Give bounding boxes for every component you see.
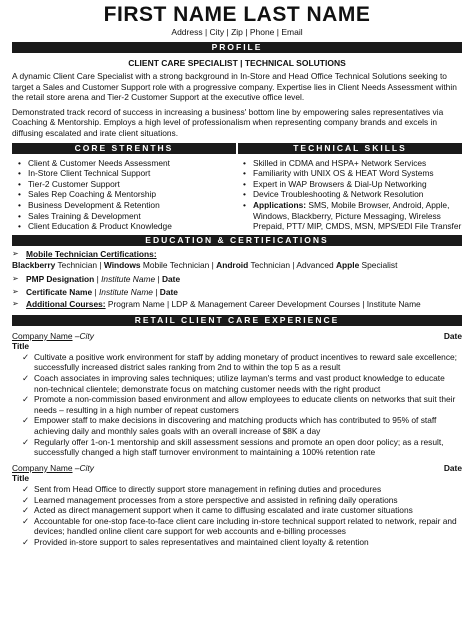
resume-page [0, 3, 474, 638]
separator: | [92, 286, 99, 297]
list-item: ✓ Regularly offer 1-on-1 mentorship and skill assessment sessions and promote an open door policy; as a result, successfully changed a high staff turnover environment to maintaining a 100% retention rate [34, 437, 462, 458]
education-list [12, 249, 462, 310]
certificate-institute: Institute Name [98, 286, 153, 297]
list-item: • Familiarity with UNIX OS & HEAT Word Systems [253, 168, 462, 179]
certificate-item [12, 287, 462, 298]
list-item: ✓ Coach associates in improving sales techniques; utilize layman's terms and vast product knowledge to educate non-technical clientele; demonstrate focus on matching customer needs with the right product [34, 373, 462, 394]
list-item: ✓ Acted as direct management support when it came to diffusing escalated and irate customer situations [34, 505, 462, 516]
pmp-institute: Institute Name [101, 273, 156, 284]
list-item: • Tier-2 Customer Support [28, 179, 237, 190]
list-item: ✓ Promote a non-commission based environment and allow employees to educate clients on networks that suit their needs – resulting in a high number of repeat customers [34, 394, 462, 415]
profile-section-bar: PROFILE [12, 42, 462, 53]
list-item: • Sales Training & Development [28, 211, 237, 222]
company-name: Company Name [12, 330, 73, 341]
list-item: ✓ Cultivate a positive work environment for staff by adding monetary of product incentives to reward sale excellence; successfully increased district sales ranking from 2nd to within the top 5 as a result [34, 352, 462, 373]
additional-courses-label: Additional Courses: [26, 299, 106, 310]
list-item: • Device Troubleshooting & Network Resolution [253, 189, 462, 200]
job-title: Title [12, 473, 30, 484]
experience-section-bar: RETAIL CLIENT CARE EXPERIENCE [12, 315, 462, 326]
list-item: ✓ Sent from Head Office to directly support store management in refining duties and procedures [34, 484, 462, 495]
cert-text: Specialist [359, 260, 398, 271]
list-item: • Business Development & Retention [28, 200, 237, 211]
job-company-line [12, 463, 94, 474]
cert-brand: Blackberry [12, 260, 56, 271]
pmp-item [12, 274, 462, 285]
job-company-line [12, 331, 94, 342]
core-strengths-list [12, 158, 237, 232]
separator: | [155, 273, 162, 284]
company-city: –City [72, 330, 94, 341]
cert-text: Technician | Advanced [248, 260, 336, 271]
list-item: • Sales Rep Coaching & Mentorship [28, 189, 237, 200]
profile-paragraph-2: Demonstrated track record of success in increasing a business' bottom line by empowering sales representatives via Coaching & Mentorship. Employs a high level of professionalism when representing company brands and excels in diffusing escalated and irate client situations. [12, 106, 444, 138]
company-name: Company Name [12, 462, 73, 473]
contact-line: Address | City | Zip | Phone | Email [171, 27, 303, 37]
skills-columns [12, 158, 462, 232]
list-item: • Skilled in CDMA and HSPA+ Network Services [253, 158, 462, 169]
skills-section-bar [12, 143, 462, 154]
cert-text: Technician | [55, 260, 104, 271]
certificate-label: Certificate Name [26, 286, 93, 297]
job-header [12, 331, 462, 342]
job-date: Date [443, 462, 462, 473]
list-item: • Client & Customer Needs Assessment [28, 158, 237, 169]
job-header [12, 463, 462, 474]
cert-brand: Android [216, 260, 249, 271]
list-item [253, 200, 462, 232]
core-strengths-heading: CORE STRENTHS [12, 143, 238, 154]
company-city: –City [72, 462, 94, 473]
job-entry [12, 463, 462, 548]
pmp-label: PMP Designation [26, 273, 95, 284]
job-bullets [12, 352, 462, 458]
job-title: Title [12, 341, 30, 352]
job-date: Date [443, 330, 462, 341]
additional-courses-text: Program Name | LDP & Management Career Development Courses | Institute Name [105, 299, 421, 310]
education-section-bar: EDUCATION & CERTIFICATIONS [12, 235, 462, 246]
technical-skills-heading: TECHNICAL SKILLS [293, 142, 407, 153]
mobile-certifications-label: Mobile Technician Certifications: [26, 248, 157, 259]
cert-brand: Windows [103, 260, 141, 271]
list-item: ✓ Learned management processes from a store perspective and assisted in refining daily operations [34, 495, 462, 506]
list-item: ✓ Provided in-store support to sales representatives and maintained client loyalty & retention [34, 537, 462, 548]
certificate-date: Date [159, 286, 178, 297]
applications-label: Applications: [253, 199, 307, 210]
job-entry [12, 331, 462, 458]
separator: | [94, 273, 102, 284]
pmp-date: Date [161, 273, 181, 284]
profile-headline: CLIENT CARE SPECIALIST | TECHNICAL SOLUTIONS [128, 58, 346, 68]
additional-courses-item [12, 299, 462, 310]
separator: | [152, 286, 160, 297]
cert-brand: Apple [335, 260, 360, 271]
cert-text: Mobile Technician | [140, 260, 217, 271]
list-item: • Expert in WAP Browsers & Dial-Up Networking [253, 179, 462, 190]
list-item: ✓ Accountable for one-stop face-to-face client care including in-store technical support related to network, repair and devices; handled online client care support for web accounts and e-billing processes [34, 516, 462, 537]
certification-line [12, 260, 462, 271]
technical-skills-list [237, 158, 462, 232]
job-bullets [12, 484, 462, 548]
profile-paragraph-1: A dynamic Client Care Specialist with a strong background in In-Store and Head Office Technical Solutions seeking to target a Sales and Customer Support role with a progressive company. Expertise lies in Client Needs Assessment within the retail store arena and Tier-2 Customer Support at the executive office level. [12, 71, 457, 103]
candidate-name: FIRST NAME LAST NAME [103, 3, 371, 26]
list-item: • In-Store Client Technical Support [28, 168, 237, 179]
list-item: • Client Education & Product Knowledge [28, 221, 237, 232]
list-item: ✓ Empower staff to make decisions in discovering and matching products which has contributed to 95% of staff achieving daily and monthly sales goals with an overall increase of $8K a day [34, 415, 462, 436]
applications-text: SMS, Mobile Browser, Android, Apple, Windows, Blackberry, Picture Messaging, Wireless Prepaid, PTT/ MIP, CMDS, MSN, MPS/EDI File Transfer [253, 199, 462, 232]
mobile-certifications-item [12, 249, 462, 260]
